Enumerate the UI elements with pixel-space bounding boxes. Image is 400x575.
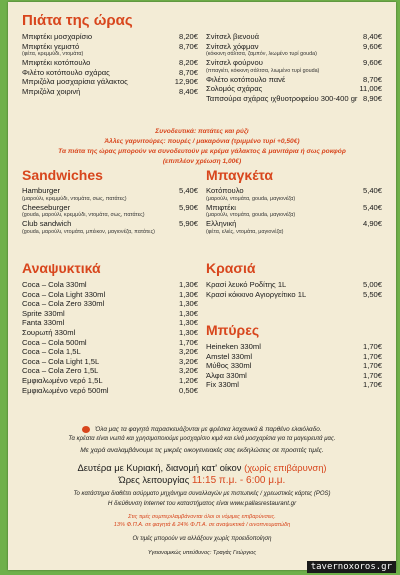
menu-item <box>206 352 382 362</box>
item-name: Fanta 330ml <box>22 318 65 328</box>
item-name: Κρασί κόκκινο Αγιοργείτικο 1L <box>206 289 307 299</box>
item-description: (ππαγιέτι, κόκκινη σάλτσα, λιωμένο τυρί gouda) <box>206 67 320 74</box>
pos-line: Το κατάστημα διαθέτει ασύρματο μηχάνημα συναλλαγών με πιστωτικές / χρεωστικές κάρτες (POS) <box>73 491 331 497</box>
health-officer-line: Υγειονομικώς υπεύθυνος: Τραγάς Γεώργιος <box>147 550 257 556</box>
website-line: Η διεύθυνση Internet του καταστήματος είναι www.pallasrestaurant.gr <box>107 500 297 507</box>
menu-item <box>22 318 198 328</box>
item-price: 1,20€ <box>178 375 198 385</box>
menu-item <box>22 87 198 97</box>
item-price: 1,70€ <box>362 351 382 361</box>
tomato-icon <box>82 426 90 433</box>
menu-item <box>22 32 198 42</box>
item-name: Κοτόπουλο <box>206 186 244 195</box>
menu-item <box>22 347 198 357</box>
item-price: 8,20€ <box>178 58 198 68</box>
hourly-title: Πιάτα της ώρας <box>22 12 133 29</box>
menu-item <box>206 32 382 42</box>
item-name: Εμφιαλωμένο νερό 500ml <box>22 385 109 395</box>
item-price: 5,40€ <box>362 186 382 195</box>
sauce-note: Τα πιάτα της ώρας μπορούν να συνοδευτούν με κρέμα γάλακτος & μανιτάρια ή σως ροκφόρ <box>58 148 346 155</box>
item-name: Coca – Cola 1,5L <box>22 347 81 357</box>
menu-item <box>22 219 198 229</box>
item-price: 5,50€ <box>362 289 382 299</box>
taxes-line: Στις τιμές συμπεριλαμβάνονται όλοι οι νόμιμες επιβαρύνσεις. <box>128 514 276 520</box>
item-description: (κόκκινη σάλτσα, ζαμπόν, λιωμένο τυρί gouda) <box>206 51 317 58</box>
item-price: 1,30€ <box>178 280 198 289</box>
item-name: Coca – Cola 500ml <box>22 337 87 347</box>
price-change-line: Οι τιμές μπορούν να αλλάξουν χωρίς προειδοποίηση <box>132 536 272 542</box>
menu-item <box>22 68 198 78</box>
menu-item <box>206 94 382 104</box>
delivery-text: Δευτέρα με Κυριακή, διανομή κατ' οίκον <box>77 462 242 473</box>
menu-item <box>22 203 198 213</box>
sandwiches-list <box>22 186 198 236</box>
item-price: 8,40€ <box>178 86 198 96</box>
item-price: 8,70€ <box>178 41 198 51</box>
item-name: Μπιφτέκι κοτόπουλο <box>22 58 91 68</box>
item-name: Coca – Cola Light 1,5L <box>22 356 100 366</box>
garnish-note: Άλλες γαρνιτούρες: πουρές / μακαρόνια (τριμμένο τυρί +0,50€) <box>104 138 300 145</box>
item-price: 3,20€ <box>178 366 198 376</box>
item-price: 4,90€ <box>362 219 382 229</box>
menu-item <box>206 280 382 290</box>
menu-item <box>206 186 382 196</box>
menu-item <box>206 371 382 381</box>
menu-item <box>206 361 382 371</box>
item-name: Φιλέτο κοτόπουλο πανέ <box>206 74 286 84</box>
item-name: Μύθος 330ml <box>206 361 252 371</box>
item-price: 11,00€ <box>359 84 382 94</box>
item-price: 12,90€ <box>174 77 198 87</box>
menu-item <box>206 58 382 68</box>
item-name: Sprite 330ml <box>22 308 65 318</box>
item-price: 1,30€ <box>178 327 198 337</box>
item-description: (φέτα, κρεμμύδι, ντομάτα) <box>22 51 84 58</box>
item-price: 0,50€ <box>178 385 198 395</box>
item-name: Coca – Cola Light 330ml <box>22 289 106 299</box>
extra-charge-note: (επιπλέον χρέωση 1,00€) <box>162 158 242 165</box>
item-price: 8,90€ <box>362 93 382 103</box>
item-price: 1,70€ <box>362 342 382 351</box>
item-price: 1,70€ <box>362 380 382 390</box>
delivery-line <box>8 462 396 473</box>
meat-info-line: Τα κρέατα είναι νωπά και χρησιμοποιούμε μοσχαρίσιο κιμά και ελιά μοσχαρίσια για τα μαγειρευτά μας. <box>68 436 336 442</box>
menu-paper <box>8 2 396 570</box>
item-name: Ταπσούρα σχάρας ιχθυοτροφείου 300-400 gr <box>206 93 358 103</box>
hours-value: 11:15 π.μ. - 6:00 μ.μ. <box>191 475 286 486</box>
item-name: Ελληνική <box>206 219 237 229</box>
baguettes-title: Μπαγκέτα <box>206 167 273 183</box>
item-price: 8,70€ <box>178 67 198 77</box>
item-name: Μπιφτέκι <box>206 202 236 212</box>
item-price: 1,70€ <box>178 337 198 347</box>
item-price: 8,40€ <box>362 32 382 41</box>
item-name: Coca – Cola 330ml <box>22 280 87 289</box>
item-price: 1,30€ <box>178 299 198 309</box>
item-name: Hamburger <box>22 186 60 195</box>
menu-item <box>22 366 198 376</box>
menu-item <box>206 219 382 229</box>
soft-drinks-title: Αναψυκτικά <box>22 260 101 276</box>
menu-item <box>22 77 198 87</box>
item-description: (μαρούλι, κρεμμύδι, ντομάτα, σως, πατάτες) <box>22 195 127 202</box>
item-description: (φέτα, ελιές, ντομάτα, μαγιονέζα) <box>206 228 284 235</box>
item-name: Μπριζόλα μοσχαρίσια γάλακτος <box>22 77 128 87</box>
item-description: (gouda, μαρούλι, κρεμμύδι, ντομάτα, σως, πατάτες) <box>22 212 145 219</box>
item-price: 1,70€ <box>362 361 382 371</box>
item-price: 9,60€ <box>362 58 382 68</box>
menu-item <box>206 342 382 352</box>
item-name: Άλφα 330ml <box>206 370 247 380</box>
baguettes-list <box>206 186 382 236</box>
item-name: Σνίτσελ βιενουά <box>206 32 260 41</box>
item-price: 1,30€ <box>178 289 198 299</box>
menu-item <box>22 186 198 196</box>
item-name: Σουρωτή 330ml <box>22 327 76 337</box>
menu-item <box>22 290 198 300</box>
item-name: Cheeseburger <box>22 202 71 212</box>
hourly-left-list <box>22 32 198 97</box>
events-line: Με χαρά αναλαμβάνουμε τις μικρές οικογενειακές σας εκδηλώσεις σε προσιτές τιμές. <box>80 447 324 454</box>
item-name: Club sandwich <box>22 219 72 229</box>
item-name: Σνίτσελ χόφμαν <box>206 41 259 51</box>
menu-item <box>22 280 198 290</box>
item-price: 1,30€ <box>178 318 198 328</box>
wines-title: Κρασιά <box>206 260 256 276</box>
item-name: Μπιφτέκι γεμιστό <box>22 41 80 51</box>
item-price: 3,20€ <box>178 347 198 357</box>
menu-item <box>206 42 382 52</box>
menu-item <box>22 386 198 396</box>
vat-line: 13% Φ.Π.Α. σε φαγητά & 24% Φ.Π.Α. σε αναψυκτικά / οινοπνευματώδη <box>113 522 291 528</box>
menu-item <box>206 380 382 390</box>
watermark: tavernoxoros.gr <box>307 561 396 573</box>
menu-item <box>22 58 198 68</box>
menu-item <box>206 84 382 94</box>
menu-item <box>22 338 198 348</box>
wines-list <box>206 280 382 299</box>
item-price: 5,00€ <box>362 280 382 289</box>
menu-item <box>206 75 382 85</box>
item-price: 5,40€ <box>178 186 198 195</box>
item-price: 3,20€ <box>178 356 198 366</box>
item-name: Φιλέτο κοτόπουλο σχάρας <box>22 67 110 77</box>
item-name: Εμφιαλωμένο νερό 1,5L <box>22 375 103 385</box>
item-name: Amstel 330ml <box>206 351 253 361</box>
item-description: (gouda, μαρούλι, ντομάτα, μπέικον, μαγιονέζα, πατάτες) <box>22 228 155 235</box>
item-name: Σολομός σχάρας <box>206 84 263 94</box>
menu-item <box>22 42 198 52</box>
soft-drinks-list <box>22 280 198 395</box>
item-price: 5,90€ <box>178 202 198 212</box>
item-price: 5,40€ <box>362 202 382 212</box>
item-price: 8,70€ <box>362 74 382 84</box>
item-price: 1,70€ <box>362 370 382 380</box>
item-description: (μαρούλι, ντομάτα, gouda, μαγιονέζα) <box>206 212 296 219</box>
menu-item <box>22 357 198 367</box>
menu-item <box>22 309 198 319</box>
item-price: 8,20€ <box>178 32 198 41</box>
item-price: 9,60€ <box>362 41 382 51</box>
item-description: (μαρούλι, ντομάτα, gouda, μαγιονέζα) <box>206 195 296 202</box>
fresh-ingredients-line <box>8 426 396 433</box>
delivery-free-text: (χωρίς επιβάρυνση) <box>244 462 327 473</box>
beers-list <box>206 342 382 390</box>
item-name: Σνίτσελ φούρνου <box>206 58 263 68</box>
item-name: Κρασί λευκό Ροδίτης 1L <box>206 280 287 289</box>
hourly-right-list <box>206 32 382 104</box>
hours-label: Ώρες λειτουργίας <box>118 474 190 485</box>
item-name: Heineken 330ml <box>206 342 261 351</box>
sandwiches-title: Sandwiches <box>22 167 103 183</box>
beers-title: Μπύρες <box>206 322 260 338</box>
item-name: Μπιφτέκι μοσχαρίσιο <box>22 32 93 41</box>
item-name: Coca – Cola Zero 1,5L <box>22 366 99 376</box>
menu-item <box>206 203 382 213</box>
menu-item <box>22 299 198 309</box>
item-price: 5,90€ <box>178 219 198 229</box>
item-name: Μπριζόλα χοιρινή <box>22 86 81 96</box>
fresh-ingredients-text: Όλα μας τα φαγητά παρασκευάζονται με φρέσκα λαχανικά & παρθένο ελαιόλαδο. <box>95 426 322 434</box>
item-name: Fix 330ml <box>206 380 239 390</box>
hours-line <box>8 474 396 486</box>
item-name: Coca – Cola Zero 330ml <box>22 299 105 309</box>
menu-item <box>22 328 198 338</box>
menu-item <box>206 290 382 300</box>
side-dish-note: Συνοδευτικά: πατάτες και ρύζι <box>155 128 249 135</box>
menu-item <box>22 376 198 386</box>
item-price: 1,30€ <box>178 308 198 318</box>
